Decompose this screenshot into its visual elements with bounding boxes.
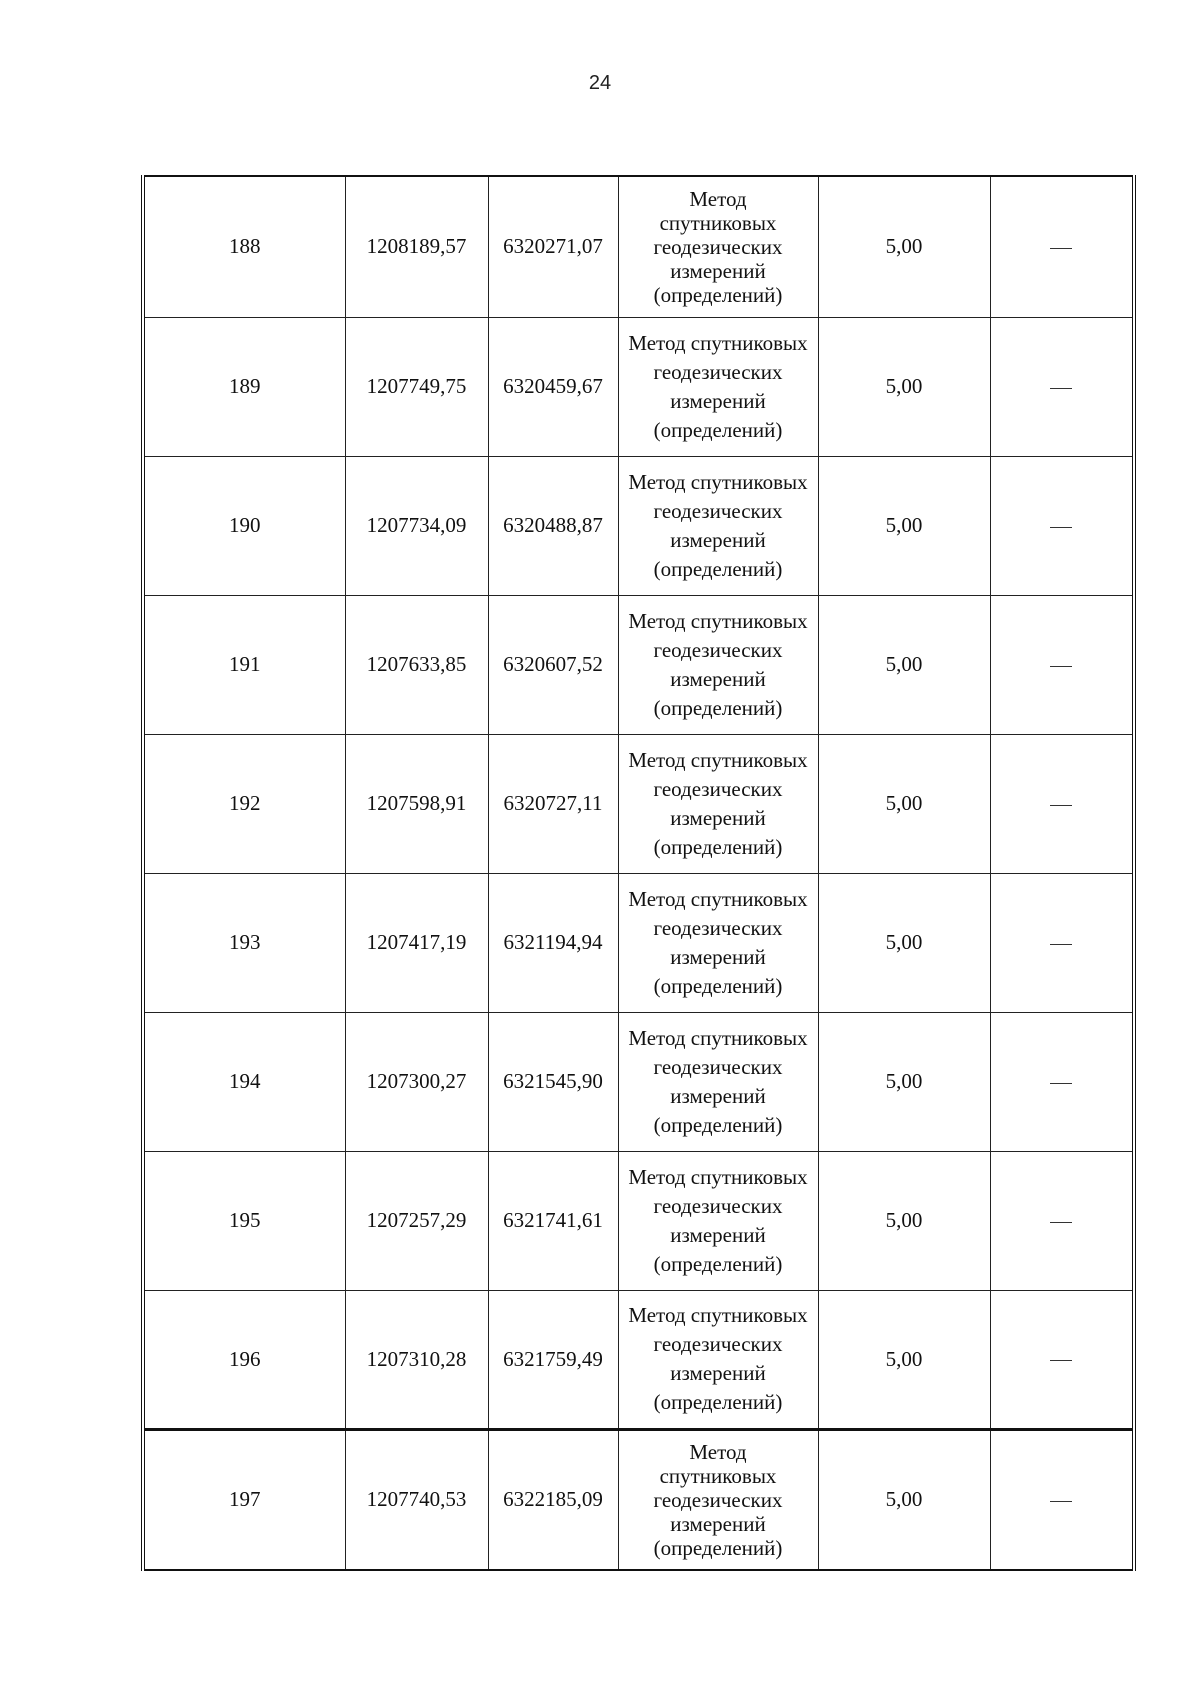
table-row xyxy=(143,1290,1134,1429)
method-cell xyxy=(618,456,818,595)
point-number-cell: 194 xyxy=(143,1012,345,1151)
method-line: измерений xyxy=(670,1511,766,1536)
method-line: (определений) xyxy=(653,1251,783,1276)
accuracy-cell: 5,00 xyxy=(818,595,990,734)
y-coordinate-cell: 6320271,07 xyxy=(488,176,618,317)
x-coordinate-cell: 1207740,53 xyxy=(345,1429,488,1570)
point-number-cell: 190 xyxy=(143,456,345,595)
method-line: измерений xyxy=(670,1083,766,1108)
method-line: Метод спутниковых xyxy=(628,469,808,494)
table-row xyxy=(143,1429,1134,1570)
table-row xyxy=(143,176,1134,317)
dash-mark xyxy=(1050,248,1072,249)
method-line: (определений) xyxy=(653,1535,783,1560)
dash-mark xyxy=(1050,1083,1072,1084)
method-cell xyxy=(618,1290,818,1429)
method-line: измерений xyxy=(670,258,766,283)
method-cell xyxy=(618,1429,818,1570)
method-line: Метод спутниковых xyxy=(628,1303,808,1327)
y-coordinate-cell: 6320488,87 xyxy=(488,456,618,595)
method-line: спутниковых xyxy=(659,1463,777,1488)
table-row xyxy=(143,317,1134,456)
table-row xyxy=(143,1012,1134,1151)
x-coordinate-cell: 1207749,75 xyxy=(345,317,488,456)
y-coordinate-cell: 6321545,90 xyxy=(488,1012,618,1151)
method-line: (определений) xyxy=(653,973,783,998)
coordinates-table xyxy=(141,175,1136,1571)
method-line: геодезических xyxy=(653,1332,783,1356)
y-coordinate-cell: 6321759,49 xyxy=(488,1290,618,1429)
method-cell xyxy=(618,1151,818,1290)
method-line: Метод спутниковых xyxy=(628,608,808,633)
method-cell xyxy=(618,1012,818,1151)
accuracy-cell: 5,00 xyxy=(818,317,990,456)
method-line: геодезических xyxy=(653,1054,783,1079)
accuracy-cell: 5,00 xyxy=(818,873,990,1012)
table-row xyxy=(143,456,1134,595)
x-coordinate-cell: 1207300,27 xyxy=(345,1012,488,1151)
point-number-cell: 193 xyxy=(143,873,345,1012)
coordinates-table-body xyxy=(143,176,1134,1570)
note-cell xyxy=(990,176,1134,317)
method-line: Метод спутниковых xyxy=(628,747,808,772)
method-line: Метод спутниковых xyxy=(628,1025,808,1050)
accuracy-cell: 5,00 xyxy=(818,1012,990,1151)
y-coordinate-cell: 6320727,11 xyxy=(488,734,618,873)
method-line: (определений) xyxy=(653,834,783,859)
point-number-cell: 195 xyxy=(143,1151,345,1290)
x-coordinate-cell: 1207417,19 xyxy=(345,873,488,1012)
x-coordinate-cell: 1207633,85 xyxy=(345,595,488,734)
method-line: геодезических xyxy=(653,1193,783,1218)
page-number: 24 xyxy=(588,72,612,94)
x-coordinate-cell: 1207598,91 xyxy=(345,734,488,873)
method-line: Метод xyxy=(689,1439,747,1464)
method-line: (определений) xyxy=(653,556,783,581)
point-number-cell: 196 xyxy=(143,1290,345,1429)
coordinates-table-wrapper xyxy=(141,175,1132,1571)
note-cell xyxy=(990,873,1134,1012)
y-coordinate-cell: 6320459,67 xyxy=(488,317,618,456)
method-line: измерений xyxy=(670,944,766,969)
method-line: Метод спутниковых xyxy=(628,330,808,355)
method-line: геодезических xyxy=(653,915,783,940)
dash-mark xyxy=(1050,1360,1072,1361)
method-line: геодезических xyxy=(653,776,783,801)
accuracy-cell: 5,00 xyxy=(818,1290,990,1429)
method-line: геодезических xyxy=(653,498,783,523)
accuracy-cell: 5,00 xyxy=(818,734,990,873)
x-coordinate-cell: 1208189,57 xyxy=(345,176,488,317)
method-line: геодезических xyxy=(653,359,783,384)
note-cell xyxy=(990,1290,1134,1429)
dash-mark xyxy=(1050,527,1072,528)
dash-mark xyxy=(1050,1222,1072,1223)
method-line: (определений) xyxy=(653,695,783,720)
method-line: измерений xyxy=(670,666,766,691)
table-row xyxy=(143,1151,1134,1290)
note-cell xyxy=(990,1151,1134,1290)
point-number-cell: 191 xyxy=(143,595,345,734)
dash-mark xyxy=(1050,666,1072,667)
method-line: Метод спутниковых xyxy=(628,1164,808,1189)
note-cell xyxy=(990,734,1134,873)
dash-mark xyxy=(1050,388,1072,389)
method-cell xyxy=(618,873,818,1012)
table-row xyxy=(143,734,1134,873)
method-line: измерений xyxy=(670,527,766,552)
accuracy-cell: 5,00 xyxy=(818,456,990,595)
method-cell xyxy=(618,734,818,873)
note-cell xyxy=(990,1429,1134,1570)
method-line: Метод спутниковых xyxy=(628,886,808,911)
dash-mark xyxy=(1050,944,1072,945)
method-line: геодезических xyxy=(653,1487,783,1512)
method-line: Метод xyxy=(689,186,747,211)
point-number-cell: 189 xyxy=(143,317,345,456)
method-line: (определений) xyxy=(653,282,783,307)
y-coordinate-cell: 6320607,52 xyxy=(488,595,618,734)
method-line: спутниковых xyxy=(659,210,777,235)
y-coordinate-cell: 6321194,94 xyxy=(488,873,618,1012)
note-cell xyxy=(990,595,1134,734)
note-cell xyxy=(990,456,1134,595)
method-line: геодезических xyxy=(653,637,783,662)
y-coordinate-cell: 6322185,09 xyxy=(488,1429,618,1570)
point-number-cell: 197 xyxy=(143,1429,345,1570)
x-coordinate-cell: 1207257,29 xyxy=(345,1151,488,1290)
method-line: измерений xyxy=(670,1222,766,1247)
note-cell xyxy=(990,1012,1134,1151)
dash-mark xyxy=(1050,805,1072,806)
table-row xyxy=(143,873,1134,1012)
accuracy-cell: 5,00 xyxy=(818,1151,990,1290)
point-number-cell: 192 xyxy=(143,734,345,873)
note-cell xyxy=(990,317,1134,456)
y-coordinate-cell: 6321741,61 xyxy=(488,1151,618,1290)
table-row xyxy=(143,595,1134,734)
x-coordinate-cell: 1207310,28 xyxy=(345,1290,488,1429)
method-line: геодезических xyxy=(653,234,783,259)
dash-mark xyxy=(1050,1501,1072,1502)
x-coordinate-cell: 1207734,09 xyxy=(345,456,488,595)
method-line: (определений) xyxy=(653,1112,783,1137)
method-cell xyxy=(618,595,818,734)
point-number-cell: 188 xyxy=(143,176,345,317)
method-cell xyxy=(618,317,818,456)
method-cell xyxy=(618,176,818,317)
method-line: измерений xyxy=(670,388,766,413)
method-line: измерений xyxy=(670,1361,766,1385)
method-line: измерений xyxy=(670,805,766,830)
method-line: (определений) xyxy=(653,1390,783,1414)
accuracy-cell: 5,00 xyxy=(818,1429,990,1570)
accuracy-cell: 5,00 xyxy=(818,176,990,317)
method-line: (определений) xyxy=(653,417,783,442)
